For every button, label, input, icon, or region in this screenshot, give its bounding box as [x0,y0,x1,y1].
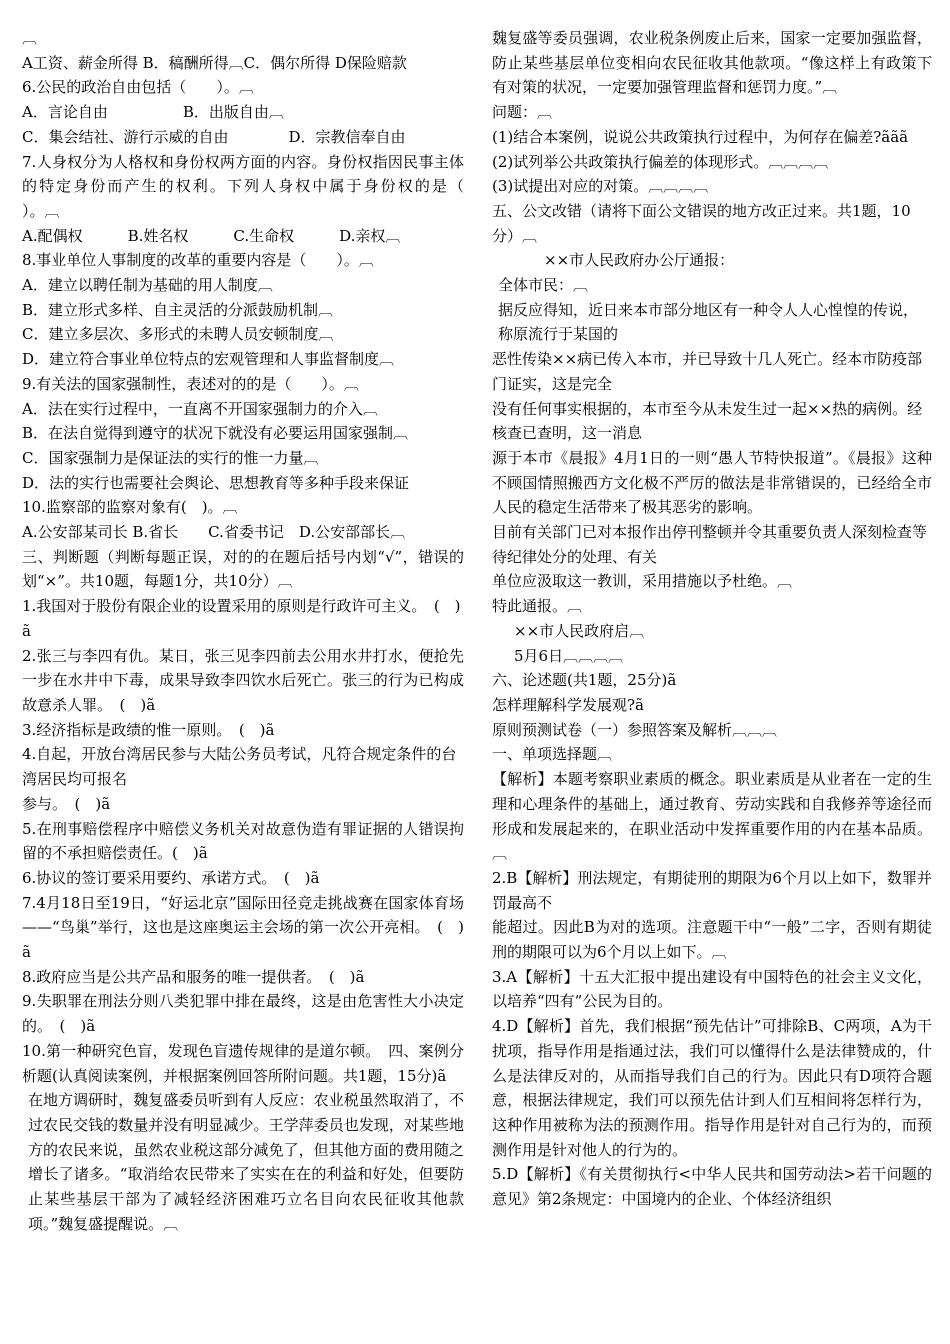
judge-9: 9.失职罪在刑法分则八类犯罪中排在最终，这是由危害性大小决定的。 ( )ã [22,992,464,1036]
case-paragraph: 在地方调研时，魏复盛委员听到有人反应：农业税虽然取消了，不过农民交钱的数量并没有明显减少。王学萍委员也发现，对某些地方的农民来说，虽然农业税这部分减免了，但其他方面的费用随之增长了诸多。“取消给农民带来了实实在在的利益和好处，但要防止某些基层干部为了减轻经济困难巧立名目向农民征收其他款项。”魏复盛提醒说。︹ [28,1091,464,1233]
text-line: B．建立形式多样、自主灵活的分派鼓励机制︹ [22,300,334,319]
section-heading: 一、单项选择题︹ [492,745,613,764]
answer-4: 4.D【解析】首先，我们根据“预先估计”可排除B、C两项，A为干扰项，指导作用是指通过法，我们可以懂得什么是法律赞成的，什么是法律反对的，从而指导我们自己的行为。因此只有D项符合题意，根据法律规定，我们可以预先估计到人们互相间将怎样行为，这种作用被称为法的预测作用。指导作用是针对自己行为的，而预测作用是针对他人的行为的。 [492,1017,932,1159]
case-paragraph: 魏复盛等委员强调，农业税条例废止后来，国家一定要加强监督，防止某些基层单位变相向农民征收其他款项。“像这样上有政策下有对策的状况，一定要加强管理监督和惩罚力度。”︹ [492,29,932,97]
answer-1: 【解析】本题考察职业素质的概念。职业素质是从业者在一定的生理和心理条件的基础上，通过教育、劳动实践和自我修养等途径而形成和发展起来的，在职业活动中发挥重要作用的内在基本品质。︹ [492,770,932,863]
judge-4: 4.自起，开放台湾居民参与大陆公务员考试，凡符合规定条件的台湾居民均可报名 [22,745,457,789]
text-line: 特此通报。︹ [492,597,583,616]
judge-3: 3.经济指标是政绩的惟一原则。 ( )ã [22,720,275,739]
text-line: ︹ [22,29,38,47]
left-column [22,26,495,1236]
question-9: 9.有关法的国家强制性，表述对的的是（ ）。︹ [22,374,359,393]
text-line: A.配偶权 B.姓名权 C.生命权 D.亲权︹ [22,226,401,245]
text-line: A.公安部某司长 B.省长 C.省委书记 D.公安部部长︹ [22,523,406,542]
text-line: 源于本市《晨报》4月1日的一则“愚人节特快报道”。《晨报》这种不顾国情照搬西方文化极不严厉的做法是非常错误的，已经给全市人民的稳定生活带来了极其恶劣的影响。 [492,448,932,517]
question-7: 7.人身权分为人格权和身份权两方面的内容。身份权指因民事主体的特定身份而产生的权利。下列人身权中属于身份权的是（ ）。︹ [22,152,495,220]
text-line: C．国家强制力是保证法的实行的惟一力量︹ [22,448,319,467]
text-line: 单位应汲取这一教训，采用措施以予杜绝。︹ [492,572,793,591]
question-10: 10.监察部的监察对象有( )。︹ [22,498,238,517]
judge-8: 8.政府应当是公共产品和服务的唯一提供者。 ( )ã [22,967,365,986]
judge-1: 1.我国对于股份有限企业的设置采用的原则是行政许可主义。 ( )ã [22,597,461,640]
answer-5: 5.D【解析】《有关贯彻执行<中华人民共和国劳动法>若干问题的意见》第2条规定：中国境内的企业、个体经济组织 [492,1165,932,1209]
text-line: A．建立以聘任制为基础的用人制度︹ [22,276,273,295]
notice-title: ××市人民政府办公厅通报： [544,251,735,270]
section-heading: 五、公文改错（请将下面公文错误的地方改正过来。共1题，10分）︹ [492,201,911,245]
text-line: D．法的实行也需要社会舆论、思想教育等多种手段来保证 [22,473,410,492]
text-line: 怎样理解科学发展观?ã [492,695,644,714]
text-line: 能超过。因此B为对的选项。注意题干中“一般”二字，否则有期徒刑的期限可以为6个月以上如下。︹ [492,918,932,962]
text-line: 没有任何事实根据的，本市至今从未发生过一起××热的病例。经核查已查明，这一消息 [492,399,923,443]
notice-date: 5月6日︹︹︹︹ [514,646,624,665]
text-line: A．法在实行过程中，一直离不开国家强制力的介入︹ [22,399,378,418]
judge-7: 7.4月18日至19日，“好运北京”国际田径竞走挑战赛在国家体育场——“鸟巢”举行，这也是这座奥运主会场的第一次公开亮相。 ( )ã [22,893,464,962]
text-line: A．言论自由 B．出版自由︹ [22,103,284,122]
text-line: (3)试提出对应的对策。︹︹︹︹ [492,177,709,196]
text-line: 恶性传染××病已传入本市，并已导致十几人死亡。经本市防疫部门证实，这是完全 [492,350,923,393]
answer-2: 2.B【解析】刑法规定，有期徒刑的期限为6个月以上如下，数罪并罚最高不 [492,868,932,912]
section-heading: 六、论述题(共1题，25分)ã [492,671,677,690]
text-line: 问题：︹ [492,103,553,122]
answers-title: 原则预测试卷（一）参照答案及解析︹︹︹ [492,720,778,739]
answer-3: 3.A【解析】十五大汇报中提出建设有中国特色的社会主义文化，以培养“四有”公民为目的。 [492,967,932,1011]
judge-2: 2.张三与李四有仇。某日，张三见李四前去公用水井打水，便抢先一步在水井中下毒，成果导致李四饮水后死亡。张三的行为已构成故意杀人罪。 ( )ã [22,646,464,714]
question-8: 8.事业单位人事制度的改革的重要内容是（ ）。︹ [22,251,374,270]
right-column [492,26,932,1212]
judge-10: 10.第一种研究色盲，发现色盲遗传规律的是道尔顿。 四、案例分析题(认真阅读案例，并根据案例回答所附问题。共1题，15分)ã [22,1041,464,1085]
text-line: 目前有关部门已对本报作出停刊整顿并令其重要负责人深刻检查等待纪律处分的处理、有关 [492,523,928,566]
question-6: 6.公民的政治自由包括（ ）。︹ [22,78,254,97]
judge-5: 5.在刑事赔偿程序中赔偿义务机关对故意伪造有罪证据的人错误拘留的不承担赔偿责任。( )ã [22,819,464,863]
text-line: (1)结合本案例，说说公共政策执行过程中，为何存在偏差?ããã [492,127,909,146]
text-line: (2)试列举公共政策执行偏差的体现形式。︹︹︹︹ [492,152,829,171]
text-line: A工资、薪金所得 B．稿酬所得︹C．偶尔所得 D保险赔款 [22,53,407,72]
text-line: 据反应得知，近日来本市部分地区有一种令人人心惶惶的传说，称原流行于某国的 [498,300,919,344]
text-line: 参与。 ( )ã [22,794,111,813]
text-line: B．在法自觉得到遵守的状况下就没有必要运用国家强制︹ [22,424,409,443]
text-line: D．建立符合事业单位特点的宏观管理和人事监督制度︹ [22,350,395,369]
text-line: C．建立多层次、多形式的未聘人员安顿制度︹ [22,325,334,344]
judge-6: 6.协议的签订要采用要约、承诺方式。 ( )ã [22,868,320,887]
notice-salutation: 全体市民：︹ [498,276,589,295]
notice-signature: ××市人民政府启︹ [514,621,645,640]
section-heading: 三、判断题（判断每题正误，对的的在题后括号内划“√”，错误的划“×”。共10题，每题1分，共10分）︹ [22,547,464,591]
text-line: C．集会结社、游行示威的自由 D．宗教信奉自由 [22,127,406,146]
